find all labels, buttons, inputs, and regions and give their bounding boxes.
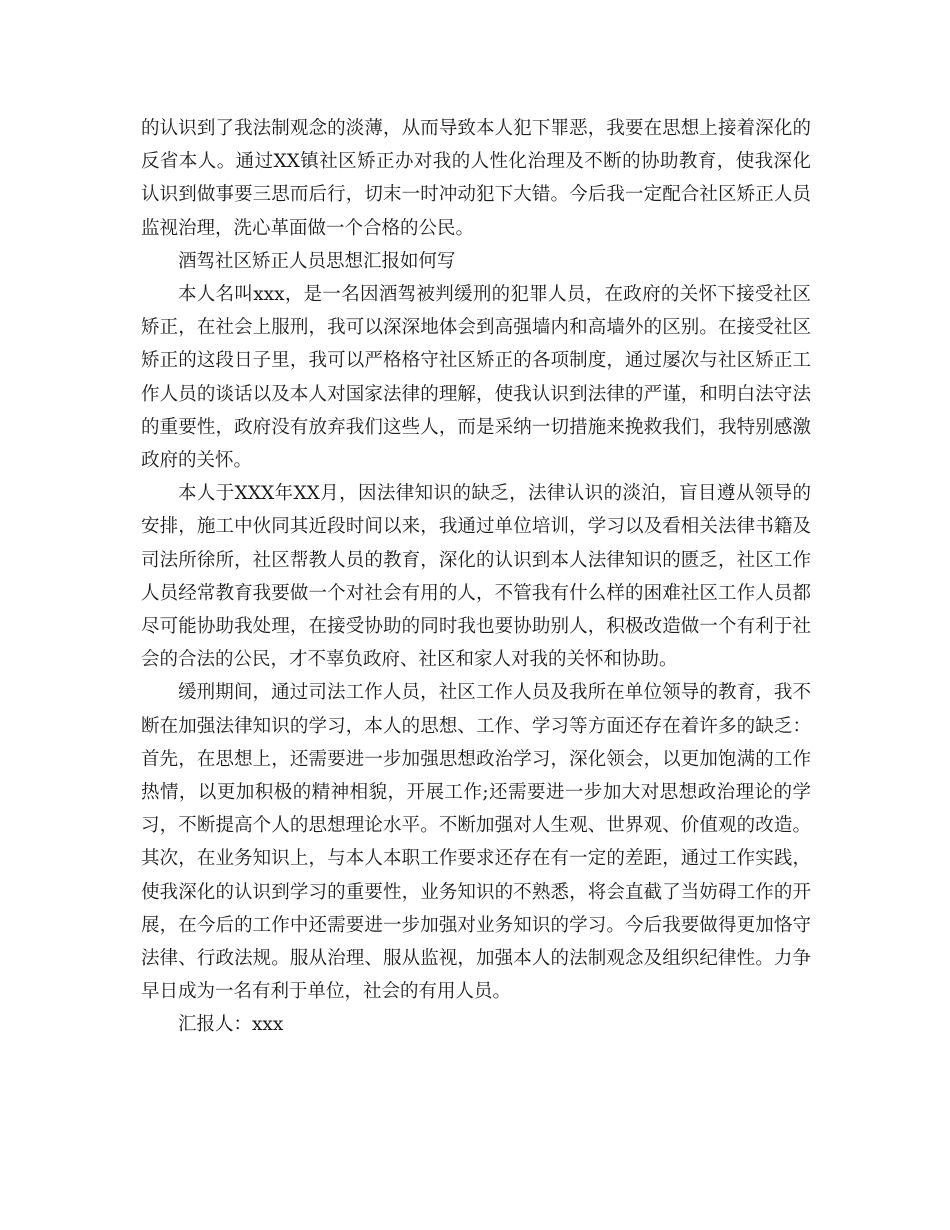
paragraph-continuation: 的认识到了我法制观念的淡薄，从而导致本人犯下罪恶，我要在思想上接着深化的反省本人。通过XX镇社区矫正办对我的人性化治理及不断的协助教育，使我深化认识到做事要三思而后行，切末一时冲动犯下大错。今后我一定配合社区矫正人员监视治理，洗心革面做一个合格的公民。 — [141, 118, 811, 239]
paragraph-intro: 本人名叫xxx，是一名因酒驾被判缓刑的犯罪人员，在政府的关怀下接受社区矫正，在社会上服刑，我可以深深地体会到高强墙内和高墙外的区别。在接受社区矫正的这段日子里，我可以严格格守社区矫正的各项制度，通过屡次与社区矫正工作人员的谈话以及本人对国家法律的理解，使我认识到法律的严谨，和明白法守法的重要性，政府没有放弃我们这些人，而是采纳一切措施来挽救我们，我特别感激政府的关怀。 — [141, 284, 811, 472]
paragraph-reflection: 缓刑期间，通过司法工作人员，社区工作人员及我所在单位领导的教育，我不断在加强法律知识的学习，本人的思想、工作、学习等方面还存在着许多的缺乏：首先，在思想上，还需要进一步加强思想政治学习，深化领会，以更加饱满的工作热情，以更加积极的精神相貌，开展工作;还需要进一步加大对思想政治理论的学习，不断提高个人的思想理论水平。不断加强对人生观、世界观、价值观的改造。其次，在业务知识上，与本人本职工作要求还存在有一定的差距，通过工作实践，使我深化的认识到学习的重要性，业务知识的不熟悉，将会直截了当妨碍工作的开展，在今后的工作中还需要进一步加强对业务知识的学习。今后我要做得更加恪守法律、行政法规。服从治理、服从监视，加强本人的法制观念及组织纪律性。力争早日成为一名有利于单位，社会的有用人员。 — [141, 682, 811, 1003]
paragraph-background: 本人于XXX年XX月，因法律知识的缺乏，法律认识的淡泊，盲目遵从领导的安排，施工中伙同其近段时间以来，我通过单位培训，学习以及看相关法律书籍及司法所徐所，社区帮教人员的教育，深化的认识到本人法律知识的匮乏，社区工作人员经常教育我要做一个对社会有用的人，不管我有什么样的困难社区工作人员都尽可能协助我处理，在接受协助的同时我也要协助别人，积极改造做一个有利于社会的合法的公民，才不辜负政府、社区和家人对我的关怀和协助。 — [141, 483, 811, 671]
section-heading: 酒驾社区矫正人员思想汇报如何写 — [178, 250, 456, 272]
document-body — [141, 112, 811, 1042]
signature-line: 汇报人：xxx — [178, 1014, 284, 1036]
